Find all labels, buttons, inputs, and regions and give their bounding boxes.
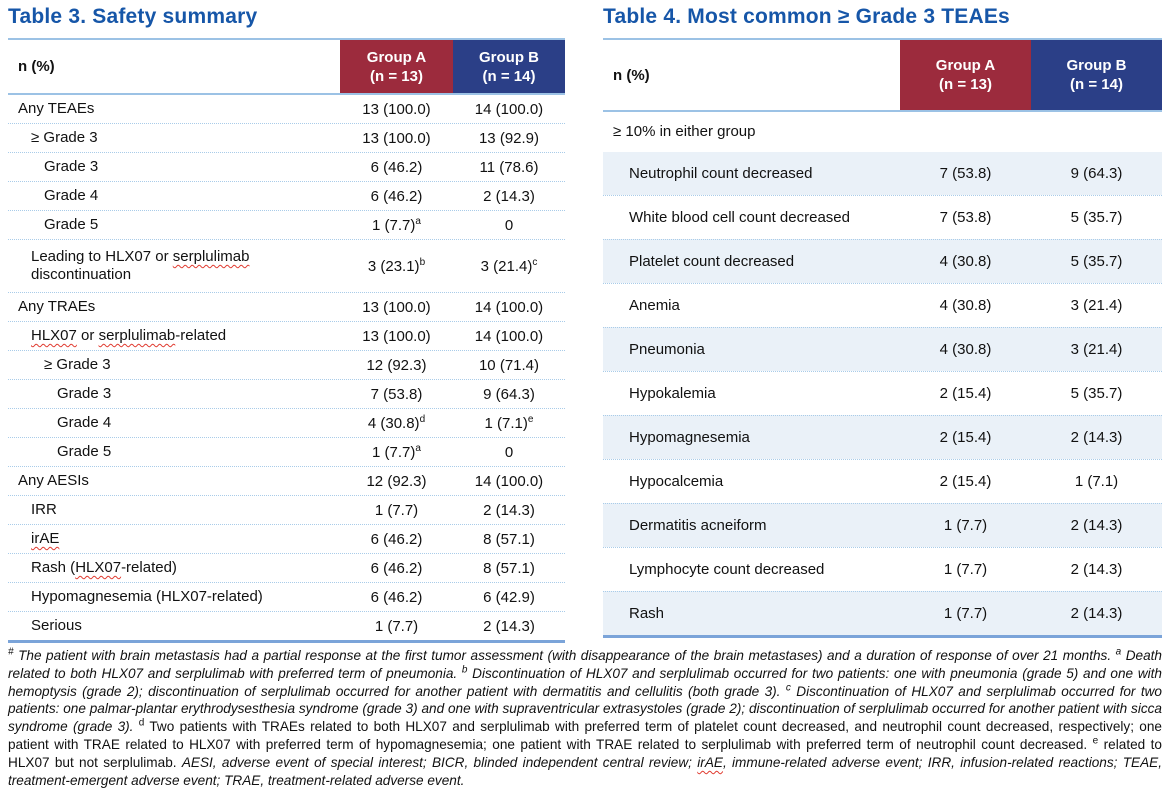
table4-header-n-pct: n (%) (613, 66, 650, 84)
group-a-n: (n = 13) (939, 76, 992, 93)
row-label (8, 129, 340, 147)
row-label-text: Any AESIs (18, 472, 89, 489)
value-group-b: 2 (14.3) (1070, 429, 1123, 446)
row-label-text: Hypomagnesemia (629, 428, 750, 446)
value-group-b: 8 (57.1) (483, 559, 535, 577)
row-label (8, 559, 340, 577)
footnote-segment: e (1092, 735, 1099, 747)
value-group-b: 9 (64.3) (483, 385, 535, 403)
group-a-n: (n = 13) (370, 67, 423, 85)
footnote-segment: d (138, 717, 145, 729)
row-label (8, 501, 340, 519)
row-label (603, 517, 900, 535)
value-group-a: 6 (46.2) (370, 530, 423, 548)
group-b-name: Group B (1066, 57, 1127, 74)
row-label (8, 414, 340, 432)
table-row (603, 591, 1162, 635)
table3-header-n-pct: n (%) (18, 58, 55, 75)
row-label-text: Grade 5 (57, 443, 112, 460)
row-label (8, 327, 340, 345)
row-label (8, 100, 340, 118)
row-label-text: Grade 3 (44, 158, 99, 175)
row-label (8, 298, 340, 316)
footnote-segment: irAE (697, 754, 723, 770)
value-group-b: 6 (42.9) (483, 588, 535, 606)
table3-column-header-group-a (340, 40, 453, 93)
value-group-b: 14 (100.0) (474, 100, 544, 118)
table4-title: Table 4. Most common ≥ Grade 3 TEAEs (603, 5, 1010, 28)
group-b-n: (n = 14) (1070, 76, 1123, 93)
value-group-a: 4 (30.8) (939, 253, 992, 270)
row-label (8, 588, 340, 606)
table-row (603, 415, 1162, 459)
table4-column-header-group-a (900, 40, 1031, 110)
row-label (8, 248, 340, 284)
value-group-b: 0 (504, 216, 514, 234)
value-group-a: 1 $(7.7)^a$ (372, 442, 421, 461)
row-label-text: irAE (31, 530, 60, 547)
row-label-text: Neutrophil count decreased (629, 164, 813, 182)
table-row (8, 611, 565, 640)
group-b-n: (n = 14) (482, 67, 536, 85)
row-label (603, 385, 900, 403)
row-label-text: Hypokalemia (629, 384, 716, 402)
row-label-text: Grade 3 (57, 385, 112, 402)
value-group-a: 6 (46.2) (370, 158, 423, 176)
table4-column-header-group-b (1031, 40, 1162, 110)
table-row (8, 181, 565, 210)
footnote-segment: AESI, adverse event of special interest; BICR, blinded independent central review; (181, 754, 698, 770)
row-label-text: Anemia (629, 296, 680, 314)
table-row (8, 292, 565, 321)
row-label (8, 472, 340, 490)
table-row (603, 503, 1162, 547)
value-group-b: 11 (78.6) (479, 158, 539, 176)
table3 (8, 38, 565, 643)
table-row (8, 495, 565, 524)
value-group-a: 13 (100.0) (362, 100, 431, 118)
value-group-a: 7 (53.8) (370, 385, 423, 403)
value-group-a: 1 (7.7) (943, 561, 988, 578)
row-label-text: -related) (121, 559, 177, 576)
value-group-b: 3 (21.4) (1070, 341, 1123, 358)
footnote-segment: related to HLX07 but not serplulimab. (8, 736, 1162, 770)
table-row (8, 210, 565, 239)
value-group-b: 1 $(7.1)^e$ (484, 413, 534, 432)
row-label-text: Hypomagnesemia (HLX07-related) (31, 588, 263, 605)
value-group-b: 2 (14.3) (1070, 561, 1123, 578)
value-group-b: 8 (57.1) (483, 530, 535, 548)
value-group-b: 10 (71.4) (478, 356, 540, 374)
value-group-b: 13 (92.9) (478, 129, 540, 147)
row-label-text: discontinuation (31, 266, 132, 283)
table-row (8, 95, 565, 123)
value-group-b: 2 (14.3) (1070, 517, 1123, 534)
footnote (8, 647, 1162, 789)
value-group-b: 2 (14.3) (483, 617, 535, 635)
value-group-a: 6 (46.2) (370, 588, 423, 606)
table-row (603, 327, 1162, 371)
value-group-a: 1 (7.7) (374, 501, 419, 519)
value-group-a: 6 (46.2) (370, 559, 423, 577)
table-row (603, 547, 1162, 591)
footnote-segment: The patient with brain metastasis had a partial response at the first tumor assessment (with disappearance of the brain metastases) and a duration of response of over 21 months. (13, 648, 1116, 663)
row-label-text: Serious (31, 617, 82, 634)
value-group-b: 5 (35.7) (1070, 209, 1123, 226)
row-label-text: HLX07 (75, 559, 122, 576)
table3-column-header-group-b (453, 40, 565, 93)
footnote-segment: Death related to both HLX07 and serplulimab with preferred term of pneumonia. (8, 648, 1162, 681)
group-a-name: Group A (935, 57, 996, 74)
row-label-text: or (76, 327, 99, 344)
value-group-a: 2 (15.4) (939, 473, 992, 490)
row-label-text: Pneumonia (629, 340, 705, 358)
row-label (8, 356, 340, 374)
value-group-a: 7 (53.8) (939, 165, 992, 182)
table-row (8, 582, 565, 611)
value-group-a: 1 (7.7) (374, 617, 419, 635)
value-group-b: 14 (100.0) (474, 298, 544, 316)
row-label-text: Lymphocyte count decreased (629, 560, 825, 578)
group-a-name: Group A (366, 48, 427, 66)
table-row (8, 123, 565, 152)
value-group-a: 1 (7.7) (943, 605, 988, 622)
value-group-a: 2 (15.4) (939, 385, 992, 402)
value-group-b: 1 (7.1) (1074, 473, 1119, 490)
table-row (603, 459, 1162, 503)
row-label-text: Grade 4 (57, 414, 112, 431)
row-label-text: Dermatitis acneiform (629, 516, 767, 534)
row-label (603, 561, 900, 579)
value-group-a: 12 (92.3) (366, 356, 427, 374)
row-label (8, 158, 340, 176)
row-label-text: serplulimab (172, 248, 250, 265)
value-group-a: 4 (30.8) (939, 297, 992, 314)
footnote-segment: , immune-related adverse event; IRR, infusion-related reactions; TEAE, treatment-emergent adverse event; TRAE, treatment-related adverse event. (8, 754, 1162, 788)
footnote-segment: # (8, 646, 14, 658)
value-group-a: 13 (100.0) (362, 327, 431, 345)
value-group-a: 3 $(23.1)^b$ (367, 256, 426, 275)
footnote-segment: Two patients with TRAEs related to both HLX07 and serplulimab with preferred term of platelet count decreased, and neutrophil count decreased, respectively; one patient with TRAE related to HLX07 with preferred term of hypomagnesemia; one patient with TRAE related to serplulimab with preferred term of neutrophil count decreased. (8, 719, 1162, 752)
footnote-segment: Discontinuation of HLX07 and serplulimab occurred for two patients: one palmar-plantar erythrodysesthesia syndrome (grade 3) and one with supraventricular extrasystoles (grade 2); discontinuation of serplulimab occurred for another patient with sicca syndrome (grade 3). (8, 683, 1162, 735)
footnote-segment: a (1115, 646, 1122, 658)
value-group-a: 4 $(30.8)^d$ (367, 413, 426, 432)
value-group-a: 1 (7.7) (943, 517, 988, 534)
table-row (603, 239, 1162, 283)
table4-header-row (603, 40, 1162, 112)
table-row (8, 437, 565, 466)
row-label (8, 216, 340, 234)
footnote-segment: b (461, 664, 468, 676)
row-label (8, 443, 340, 461)
table-row (8, 152, 565, 181)
value-group-b: 14 (100.0) (474, 327, 544, 345)
table3-body (8, 95, 565, 640)
row-label-text: Any TRAEs (18, 298, 96, 315)
row-label-text: ≥ Grade 3 (31, 129, 98, 146)
group-label: ≥ 10% in either group (613, 123, 756, 140)
table-row (603, 152, 1162, 195)
table3-title: Table 3. Safety summary (8, 5, 258, 28)
table-row (8, 321, 565, 350)
row-label (603, 297, 900, 315)
value-group-a: 4 (30.8) (939, 341, 992, 358)
value-group-a: 7 (53.8) (939, 209, 992, 226)
row-label (603, 253, 900, 271)
row-label-text: Grade 5 (44, 216, 99, 233)
row-label (603, 341, 900, 359)
row-label (603, 165, 900, 183)
row-label-text: Grade 4 (44, 187, 99, 204)
row-label-text: Platelet count decreased (629, 252, 795, 270)
row-label (603, 209, 900, 227)
table-row (603, 195, 1162, 239)
row-label-text: Any TEAEs (18, 100, 95, 117)
value-group-b: 2 (14.3) (1070, 605, 1123, 622)
table4 (603, 38, 1162, 638)
table4-panel (603, 5, 1162, 638)
row-label-text: HLX07 (31, 327, 77, 344)
row-label-text: Leading to HLX07 or (31, 248, 173, 265)
table-row (8, 350, 565, 379)
table-row (8, 239, 565, 292)
table-row (603, 371, 1162, 415)
table-row (8, 553, 565, 582)
value-group-b: 5 (35.7) (1070, 385, 1123, 402)
row-label (8, 530, 340, 548)
value-group-b: 2 (14.3) (483, 187, 535, 205)
table4-group-label-row (603, 112, 1162, 152)
group-b-name: Group B (479, 48, 539, 66)
row-label-text: ≥ Grade 3 (44, 356, 111, 373)
value-group-a: 13 (100.0) (362, 129, 431, 147)
value-group-a: 12 (92.3) (366, 472, 427, 490)
row-label-text: -related (175, 327, 227, 344)
row-label-text: Rash (629, 604, 665, 622)
value-group-a: 1 $(7.7)^a$ (372, 215, 421, 234)
value-group-a: 2 (15.4) (939, 429, 992, 446)
row-label (8, 617, 340, 635)
row-label-text: Rash ( (31, 559, 76, 576)
table-row (8, 379, 565, 408)
value-group-b: 2 (14.3) (483, 501, 535, 519)
table-row (8, 466, 565, 495)
value-group-b: 3 (21.4) (1070, 297, 1123, 314)
table3-panel (8, 5, 565, 643)
row-label-text: serplulimab (98, 327, 176, 344)
value-group-b: 0 (504, 443, 514, 461)
table4-body (603, 152, 1162, 635)
value-group-b: 5 (35.7) (1070, 253, 1123, 270)
value-group-a: 13 (100.0) (362, 298, 431, 316)
row-label (603, 605, 900, 623)
value-group-b: 3 $(21.4)^c$ (480, 256, 538, 275)
row-label (603, 473, 900, 491)
table-row (8, 408, 565, 437)
row-label-text: White blood cell count decreased (629, 208, 850, 226)
row-label (603, 429, 900, 447)
table-row (603, 283, 1162, 327)
row-label-text: Hypocalcemia (629, 472, 724, 490)
value-group-b: 14 (100.0) (474, 472, 544, 490)
row-label (8, 187, 340, 205)
row-label (8, 385, 340, 403)
footnote-segment: c (785, 682, 791, 694)
table-row (8, 524, 565, 553)
table3-header-row (8, 40, 565, 95)
value-group-a: 6 (46.2) (370, 187, 423, 205)
row-label-text: IRR (31, 501, 57, 518)
footnote-segment: Discontinuation of HLX07 and serplulimab occurred for two patients: one with pneumonia (grade 5) and one with hemoptysis (grade 2); discontinuation of serplulimab occurred for another patient with dermatitis and cellulitis (both grade 3). (8, 665, 1162, 699)
value-group-b: 9 (64.3) (1070, 165, 1123, 182)
